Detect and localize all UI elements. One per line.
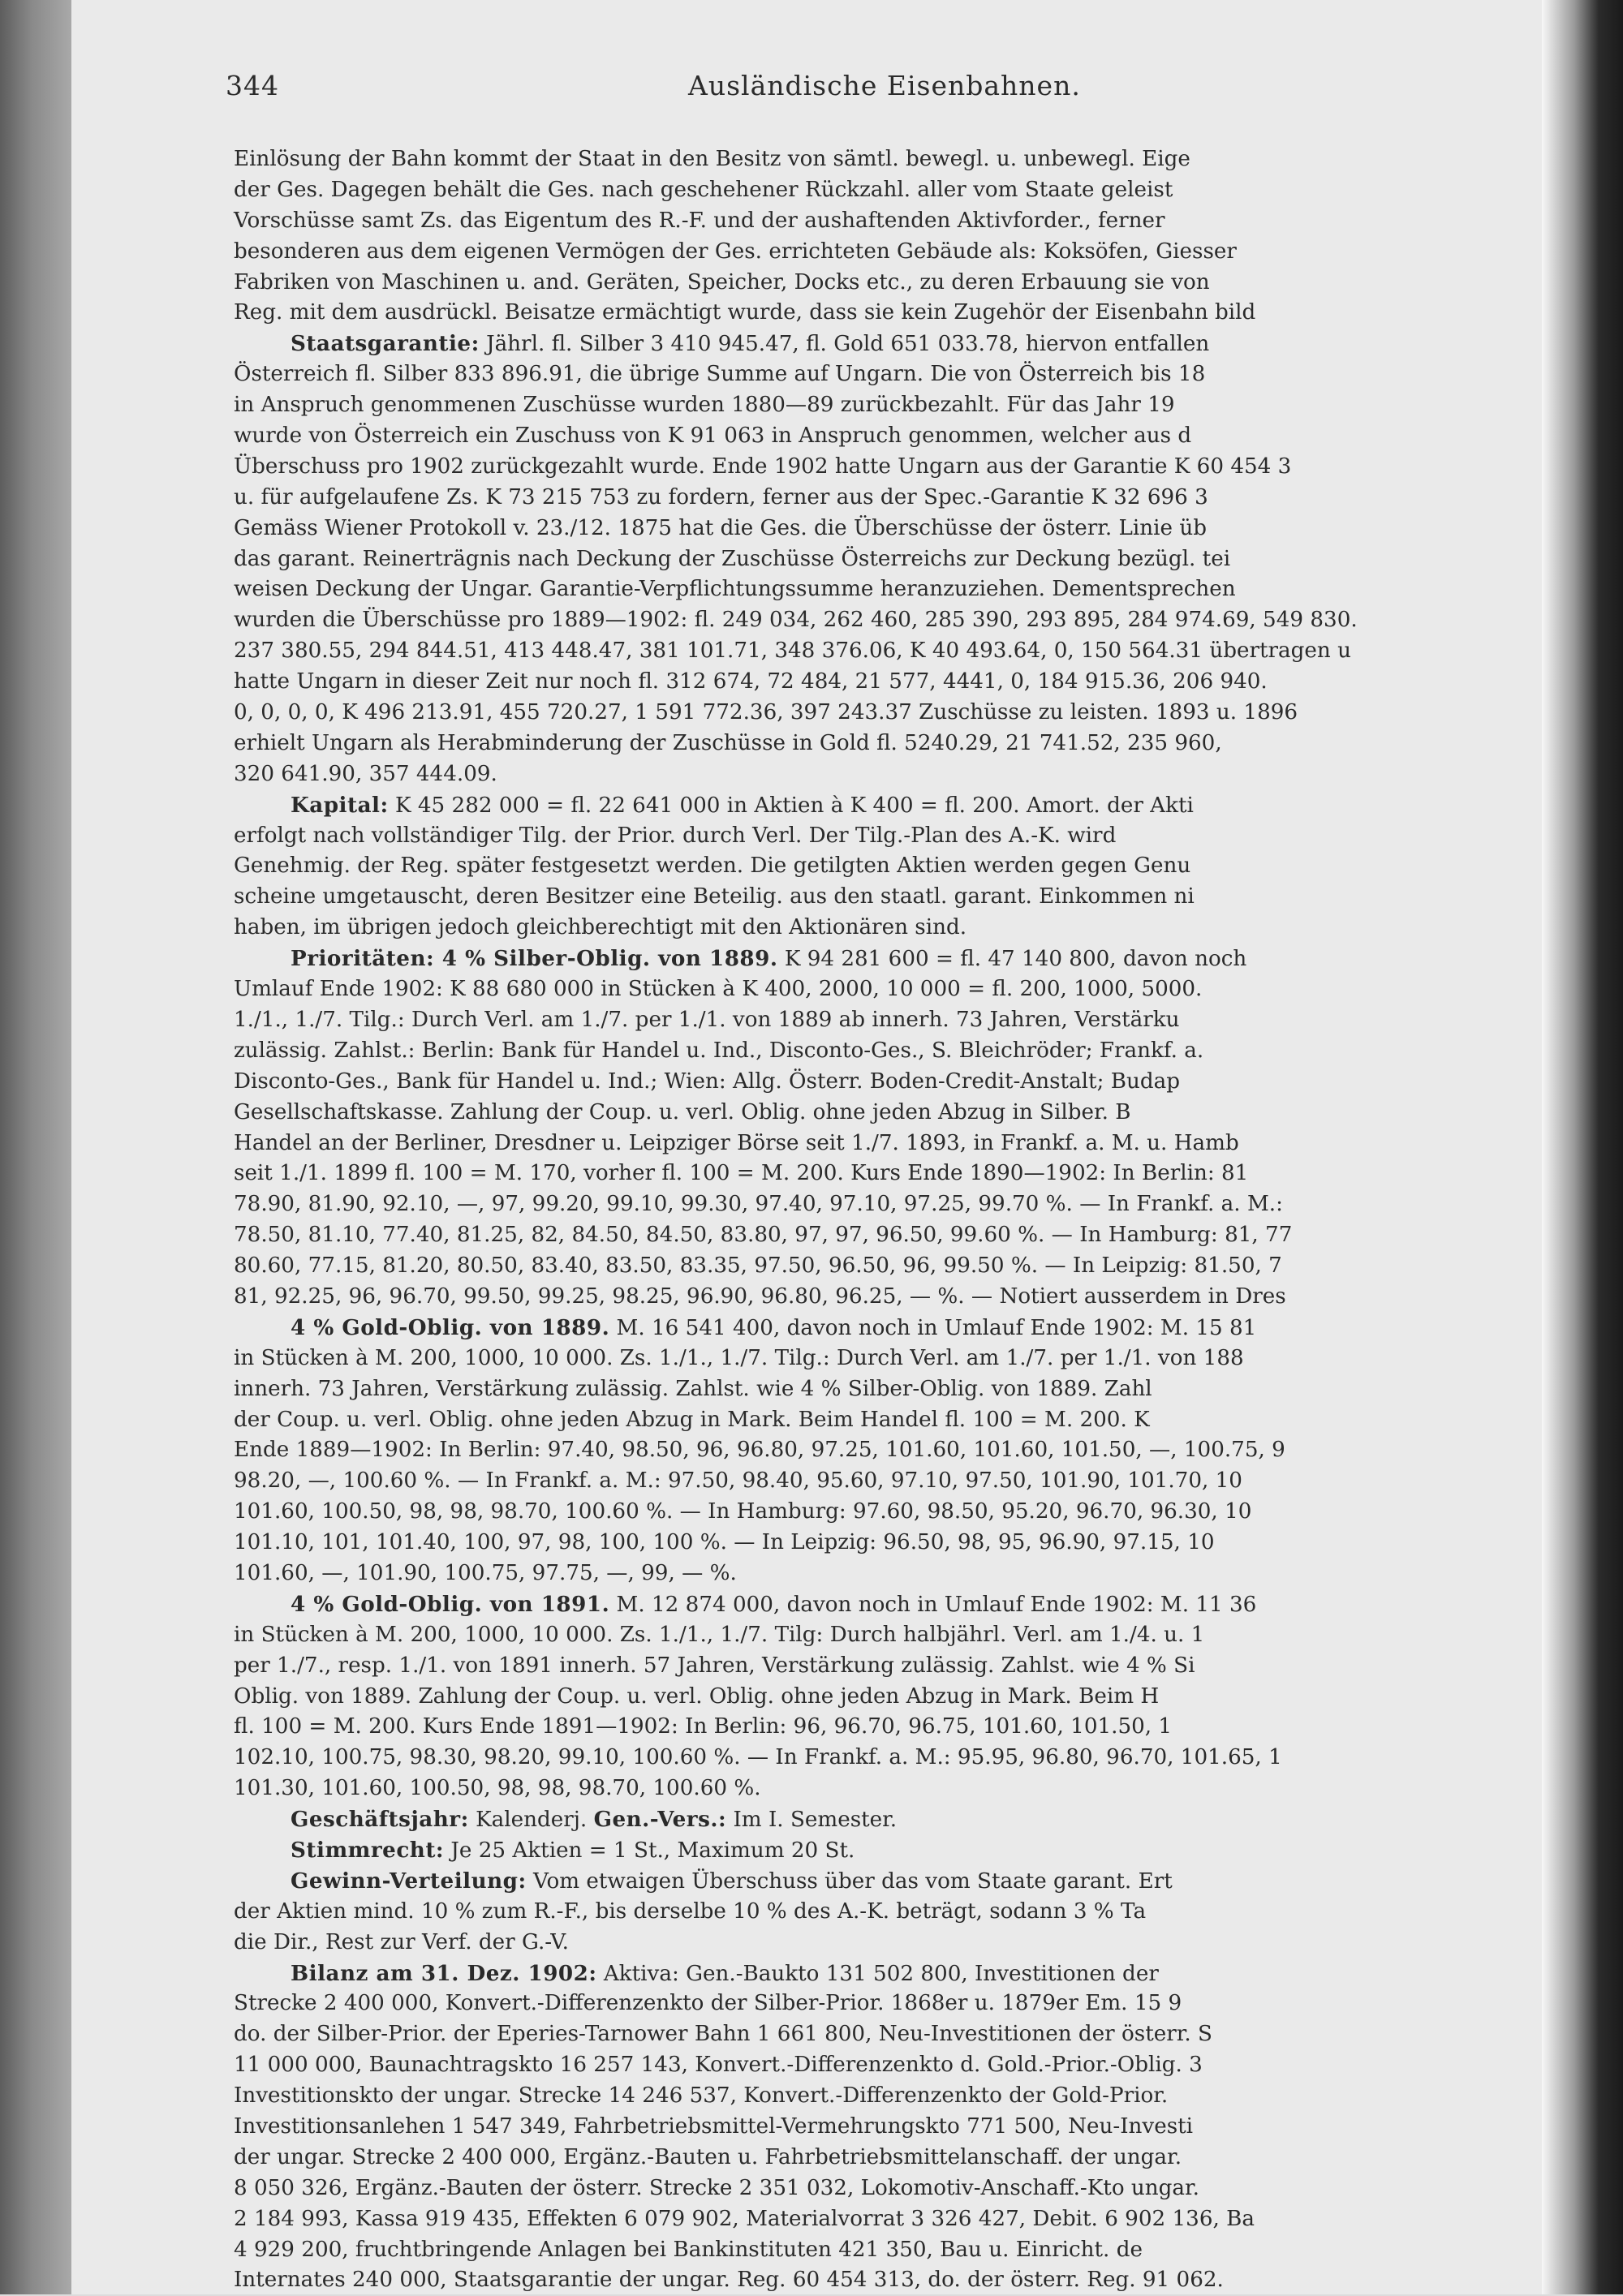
line-text: Reg. mit dem ausdrückl. Beisatze ermächtigt wurde, dass sie kein Zugehör der Eisenbahn bild: [234, 300, 1256, 325]
text-line: [234, 1036, 1529, 1067]
section-label: Staatsgarantie:: [291, 331, 480, 357]
line-text: die Dir., Rest zur Verf. der G.-V.: [234, 1929, 569, 1954]
text-line: [234, 298, 1529, 329]
line-text: 102.10, 100.75, 98.30, 98.20, 99.10, 100.60 %. — In Frankf. a. M.: 95.95, 96.80, 96.70, 101.65, 1: [234, 1745, 1282, 1770]
line-text: haben, im übrigen jedoch gleichberechtigt mit den Aktionären sind.: [234, 915, 967, 940]
text-line: [234, 821, 1529, 852]
line-text: seit 1./1. 1899 fl. 100 = M. 170, vorher fl. 100 = M. 200. Kurs Ende 1890—1902: In Berlin: 81: [234, 1161, 1249, 1186]
line-text: 101.30, 101.60, 100.50, 98, 98, 98.70, 100.60 %.: [234, 1776, 761, 1801]
text-line: [234, 851, 1529, 882]
line-text: Je 25 Aktien = 1 St., Maximum 20 St.: [444, 1838, 855, 1863]
text-line: [234, 1129, 1529, 1159]
text-line: [234, 1989, 1529, 2019]
text-line: [234, 1435, 1529, 1466]
text-line: [234, 667, 1529, 698]
line-text: Kalenderj.: [468, 1808, 594, 1833]
text-line: [234, 1620, 1529, 1651]
line-text: 8 050 326, Ergänz.-Bauten der österr. Strecke 2 351 032, Lokomotiv-Anschaff.-Kto ungar.: [234, 2175, 1199, 2200]
text-line: [234, 2143, 1529, 2173]
text-line: [234, 1159, 1529, 1189]
text-line: [234, 1005, 1529, 1036]
text-line: [234, 175, 1529, 206]
line-text: Aktiva: Gen.-Baukto 131 502 800, Investitionen der: [596, 1961, 1159, 1986]
scan-left-margin: [0, 0, 71, 2294]
text-line: [234, 882, 1529, 913]
text-line: [234, 268, 1529, 299]
line-text: Vorschüsse samt Zs. das Eigentum des R.-F. und der aushaftenden Aktivforder., ferner: [234, 208, 1165, 233]
line-text: 80.60, 77.15, 81.20, 80.50, 83.40, 83.50, 83.35, 97.50, 96.50, 96, 99.50 %. — In Leipzig: 81.50, 7: [234, 1253, 1282, 1279]
line-text: Internates 240 000, Staatsgarantie der ungar. Reg. 60 454 313, do. der österr. Reg. 91 062.: [234, 2268, 1224, 2293]
line-text: Einlösung der Bahn kommt der Staat in den Besitz von sämtl. bewegl. u. unbewegl. Eige: [234, 147, 1190, 171]
line-text: 101.60, —, 101.90, 100.75, 97.75, —, 99, — %.: [234, 1560, 737, 1585]
text-line: [234, 1344, 1529, 1374]
text-line: [234, 1958, 1529, 1989]
text-line: [234, 2204, 1529, 2235]
text-line: [234, 1651, 1529, 1682]
text-line: [234, 2265, 1529, 2296]
body-text: [234, 144, 1529, 2293]
text-line: [234, 759, 1529, 790]
line-text: der Ges. Dagegen behält die Ges. nach geschehener Rückzahl. aller vom Staate geleist: [234, 177, 1173, 202]
text-line: [234, 2112, 1529, 2143]
line-text: Vom etwaigen Überschuss über das vom Staate garant. Ert: [526, 1868, 1173, 1894]
line-text: 0, 0, 0, 0, K 496 213.91, 455 720.27, 1 591 772.36, 397 243.37 Zuschüsse zu leisten. 1893 u. 1896: [234, 700, 1298, 725]
running-header: [226, 70, 1524, 110]
line-text: 101.10, 101, 101.40, 100, 97, 98, 100, 100 %. — In Leipzig: 96.50, 98, 95, 96.90, 97.15, 10: [234, 1530, 1215, 1555]
line-text: 101.60, 100.50, 98, 98, 98.70, 100.60 %. — In Hamburg: 97.60, 98.50, 95.20, 96.70, 96.30, 10: [234, 1499, 1252, 1524]
line-text: per 1./7., resp. 1./1. von 1891 innerh. 57 Jahren, Verstärkung zulässig. Zahlst. wie 4 % Si: [234, 1653, 1195, 1678]
line-text: Gesellschaftskasse. Zahlung der Coup. u. verl. Oblig. ohne jeden Abzug in Silber. B: [234, 1099, 1131, 1124]
line-text: do. der Silber-Prior. der Eperies-Tarnower Bahn 1 661 800, Neu-Investitionen der österr. S: [234, 2022, 1212, 2047]
text-line: [234, 974, 1529, 1005]
section-label: Gewinn-Verteilung:: [291, 1868, 527, 1894]
text-line: [234, 1528, 1529, 1559]
section-label: Kapital:: [291, 792, 389, 818]
line-text: Im I. Semester.: [726, 1808, 898, 1833]
text-line: [234, 1067, 1529, 1098]
line-text: scheine umgetauscht, deren Besitzer eine Beteilig. aus den staatl. garant. Einkommen ni: [234, 884, 1195, 909]
line-text: M. 16 541 400, davon noch in Umlauf Ende 1902: M. 15 81: [609, 1315, 1257, 1340]
text-line: [234, 329, 1529, 359]
line-text: Investitionskto der ungar. Strecke 14 246 537, Konvert.-Differenzenkto der Gold-Prior.: [234, 2083, 1169, 2109]
text-line: [234, 2173, 1529, 2204]
line-text: 78.90, 81.90, 92.10, —, 97, 99.20, 99.10, 99.30, 97.40, 97.10, 97.25, 99.70 %. — In Frankf. a. M.:: [234, 1192, 1283, 1217]
line-text: Genehmig. der Reg. später festgesetzt werden. Die getilgten Aktien werden gegen Genu: [234, 853, 1191, 879]
line-text: innerh. 73 Jahren, Verstärkung zulässig. Zahlst. wie 4 % Silber-Oblig. von 1889. Zahl: [234, 1376, 1152, 1401]
line-text: Österreich fl. Silber 833 896.91, die übrige Summe auf Ungarn. Die von Österreich bis 18: [234, 362, 1206, 387]
text-line: [234, 944, 1529, 974]
text-line: [234, 514, 1529, 544]
text-line: [234, 1743, 1529, 1774]
line-text: 237 380.55, 294 844.51, 413 448.47, 381 101.71, 348 376.06, K 40 493.64, 0, 150 564.31 übertragen u: [234, 638, 1351, 664]
text-line: [234, 1682, 1529, 1713]
text-line: [234, 1559, 1529, 1589]
text-line: [234, 1928, 1529, 1958]
line-text: 98.20, —, 100.60 %. — In Frankf. a. M.: 97.50, 98.40, 95.60, 97.10, 97.50, 101.90, 101.70, 10: [234, 1468, 1242, 1494]
line-text: Umlauf Ende 1902: K 88 680 000 in Stücken à K 400, 2000, 10 000 = fl. 200, 1000, 5000.: [234, 977, 1203, 1002]
text-line: [234, 636, 1529, 667]
line-text: der ungar. Strecke 2 400 000, Ergänz.-Bauten u. Fahrbetriebsmittelanschaff. der ungar.: [234, 2144, 1182, 2169]
line-text: zulässig. Zahlst.: Berlin: Bank für Handel u. Ind., Disconto-Ges., S. Bleichröder; Frankf. a.: [234, 1038, 1204, 1063]
text-line: [234, 1251, 1529, 1282]
running-title: Ausländische Eisenbahnen.: [688, 70, 1081, 101]
text-line: [234, 544, 1529, 575]
section-label: 4 % Gold-Oblig. von 1891.: [291, 1591, 610, 1617]
line-text: das garant. Reinerträgnis nach Deckung der Zuschüsse Österreichs zur Deckung bezügl. tei: [234, 546, 1231, 571]
line-text: Überschuss pro 1902 zurückgezahlt wurde. Ende 1902 hatte Ungarn aus der Garantie K 60 454 3: [234, 454, 1292, 479]
text-line: [234, 452, 1529, 483]
line-text: wurde von Österreich ein Zuschuss von K 91 063 in Anspruch genommen, welcher aus d: [234, 424, 1192, 449]
text-line: [234, 1374, 1529, 1405]
text-line: [234, 1189, 1529, 1220]
line-text: besonderen aus dem eigenen Vermögen der Ges. errichteten Gebäude als: Koksöfen, Giesser: [234, 239, 1237, 264]
line-text: erfolgt nach vollständiger Tilg. der Prior. durch Verl. Der Tilg.-Plan des A.-K. wird: [234, 823, 1117, 848]
line-text: u. für aufgelaufene Zs. K 73 215 753 zu fordern, ferner aus der Spec.-Garantie K 32 696 3: [234, 484, 1208, 510]
line-text: erhielt Ungarn als Herabminderung der Zuschüsse in Gold fl. 5240.29, 21 741.52, 235 960,: [234, 730, 1222, 755]
text-line: [234, 1804, 1529, 1835]
line-text: in Stücken à M. 200, 1000, 10 000. Zs. 1./1., 1./7. Tilg.: Durch Verl. am 1./7. per 1./1. von 188: [234, 1345, 1244, 1370]
page-number: 344: [226, 70, 279, 101]
text-line: [234, 206, 1529, 237]
line-text: Investitionsanlehen 1 547 349, Fahrbetriebsmittel-Vermehrungskto 771 500, Neu-Investi: [234, 2114, 1194, 2139]
section-label: Bilanz am 31. Dez. 1902:: [291, 1960, 597, 1986]
text-line: [234, 483, 1529, 514]
text-line: [234, 1866, 1529, 1897]
text-line: [234, 1313, 1529, 1344]
line-text: in Stücken à M. 200, 1000, 10 000. Zs. 1./1., 1./7. Tilg: Durch halbjährl. Verl. am 1./4. u. 1: [234, 1622, 1205, 1647]
text-line: [234, 698, 1529, 729]
section-label: Stimmrecht:: [291, 1837, 445, 1863]
line-text: 78.50, 81.10, 77.40, 81.25, 82, 84.50, 84.50, 83.80, 97, 97, 96.50, 99.60 %. — In Hamburg: 81, 77: [234, 1223, 1293, 1248]
line-text: 4 929 200, fruchtbringende Anlagen bei Bankinstituten 421 350, Bau u. Einricht. de: [234, 2237, 1143, 2262]
text-line: [234, 2081, 1529, 2112]
line-text: Fabriken von Maschinen u. and. Geräten, Speicher, Docks etc., zu deren Erbauung sie von: [234, 269, 1210, 295]
text-line: [234, 2050, 1529, 2081]
line-text: wurden die Überschüsse pro 1889—1902: fl. 249 034, 262 460, 285 390, 293 895, 284 974.69, 549 830.: [234, 608, 1358, 633]
line-text: weisen Deckung der Ungar. Garantie-Verpflichtungssumme heranzuziehen. Dementsprechen: [234, 577, 1236, 602]
line-text: 81, 92.25, 96, 96.70, 99.50, 99.25, 98.25, 96.90, 96.80, 96.25, — %. — Notiert ausserdem in Dres: [234, 1283, 1286, 1309]
text-line: [234, 1897, 1529, 1928]
line-text: K 45 282 000 = fl. 22 641 000 in Aktien à K 400 = fl. 200. Amort. der Akti: [388, 793, 1194, 818]
text-line: [234, 790, 1529, 821]
line-text: Strecke 2 400 000, Konvert.-Differenzenkto der Silber-Prior. 1868er u. 1879er Em. 15 9: [234, 1991, 1182, 2016]
scan-right-edge: [1542, 0, 1623, 2294]
line-text: fl. 100 = M. 200. Kurs Ende 1891—1902: In Berlin: 96, 96.70, 96.75, 101.60, 101.50, 1: [234, 1714, 1173, 1739]
text-line: [234, 1405, 1529, 1436]
line-text: in Anspruch genommenen Zuschüsse wurden 1880—89 zurückbezahlt. Für das Jahr 19: [234, 393, 1175, 418]
text-line: [234, 421, 1529, 452]
text-line: [234, 1589, 1529, 1620]
text-line: [234, 1835, 1529, 1866]
line-text: 1./1., 1./7. Tilg.: Durch Verl. am 1./7. per 1./1. von 1889 ab innerh. 73 Jahren, Verstärku: [234, 1007, 1180, 1032]
line-text: 11 000 000, Baunachtragskto 16 257 143, Konvert.-Differenzenkto d. Gold.-Prior.-Oblig. 3: [234, 2053, 1203, 2078]
line-text: Gemäss Wiener Protokoll v. 23./12. 1875 hat die Ges. die Überschüsse der österr. Linie üb: [234, 515, 1207, 540]
text-line: [234, 359, 1529, 390]
line-text: Handel an der Berliner, Dresdner u. Leipziger Börse seit 1./7. 1893, in Frankf. a. M. u. Hamb: [234, 1130, 1239, 1155]
text-line: [234, 1466, 1529, 1497]
line-text: hatte Ungarn in dieser Zeit nur noch fl. 312 674, 72 484, 21 577, 4441, 0, 184 915.36, 206 940.: [234, 669, 1268, 694]
line-text: Jährl. fl. Silber 3 410 945.47, fl. Gold 651 033.78, hiervon entfallen: [479, 332, 1210, 357]
line-text: Oblig. von 1889. Zahlung der Coup. u. verl. Oblig. ohne jeden Abzug in Mark. Beim H: [234, 1683, 1160, 1709]
text-line: [234, 237, 1529, 268]
text-line: [234, 2019, 1529, 2050]
text-line: [234, 913, 1529, 944]
line-text: 2 184 993, Kassa 919 435, Effekten 6 079 902, Materialvorrat 3 326 427, Debit. 6 902 136, Ba: [234, 2206, 1255, 2231]
line-text: 320 641.90, 357 444.09.: [234, 761, 497, 786]
line-text: der Aktien mind. 10 % zum R.-F., bis derselbe 10 % des A.-K. beträgt, sodann 3 % Ta: [234, 1898, 1147, 1924]
text-line: [234, 2235, 1529, 2266]
section-label: Geschäftsjahr:: [291, 1807, 469, 1833]
section-label: Prioritäten: 4 % Silber-Oblig. von 1889.: [291, 946, 778, 972]
text-line: [234, 1282, 1529, 1313]
text-line: [234, 605, 1529, 636]
line-text: M. 12 874 000, davon noch in Umlauf Ende 1902: M. 11 36: [609, 1592, 1257, 1617]
text-line: [234, 1774, 1529, 1804]
text-line: [234, 729, 1529, 759]
text-line: [234, 1712, 1529, 1743]
text-line: [234, 390, 1529, 421]
line-text: K 94 281 600 = fl. 47 140 800, davon noch: [777, 947, 1247, 972]
text-line: [234, 1220, 1529, 1251]
line-text: Ende 1889—1902: In Berlin: 97.40, 98.50, 96, 96.80, 97.25, 101.60, 101.60, 101.50, —, 100.75, 9: [234, 1438, 1285, 1463]
text-line: [234, 1497, 1529, 1528]
section-label: Gen.-Vers.:: [593, 1807, 727, 1833]
section-label: 4 % Gold-Oblig. von 1889.: [291, 1314, 610, 1340]
text-line: [234, 144, 1529, 175]
text-line: [234, 1098, 1529, 1129]
line-text: Disconto-Ges., Bank für Handel u. Ind.; Wien: Allg. Österr. Boden-Credit-Anstalt; Budap: [234, 1068, 1180, 1094]
text-line: [234, 574, 1529, 605]
line-text: der Coup. u. verl. Oblig. ohne jeden Abzug in Mark. Beim Handel fl. 100 = M. 200. K: [234, 1407, 1150, 1432]
